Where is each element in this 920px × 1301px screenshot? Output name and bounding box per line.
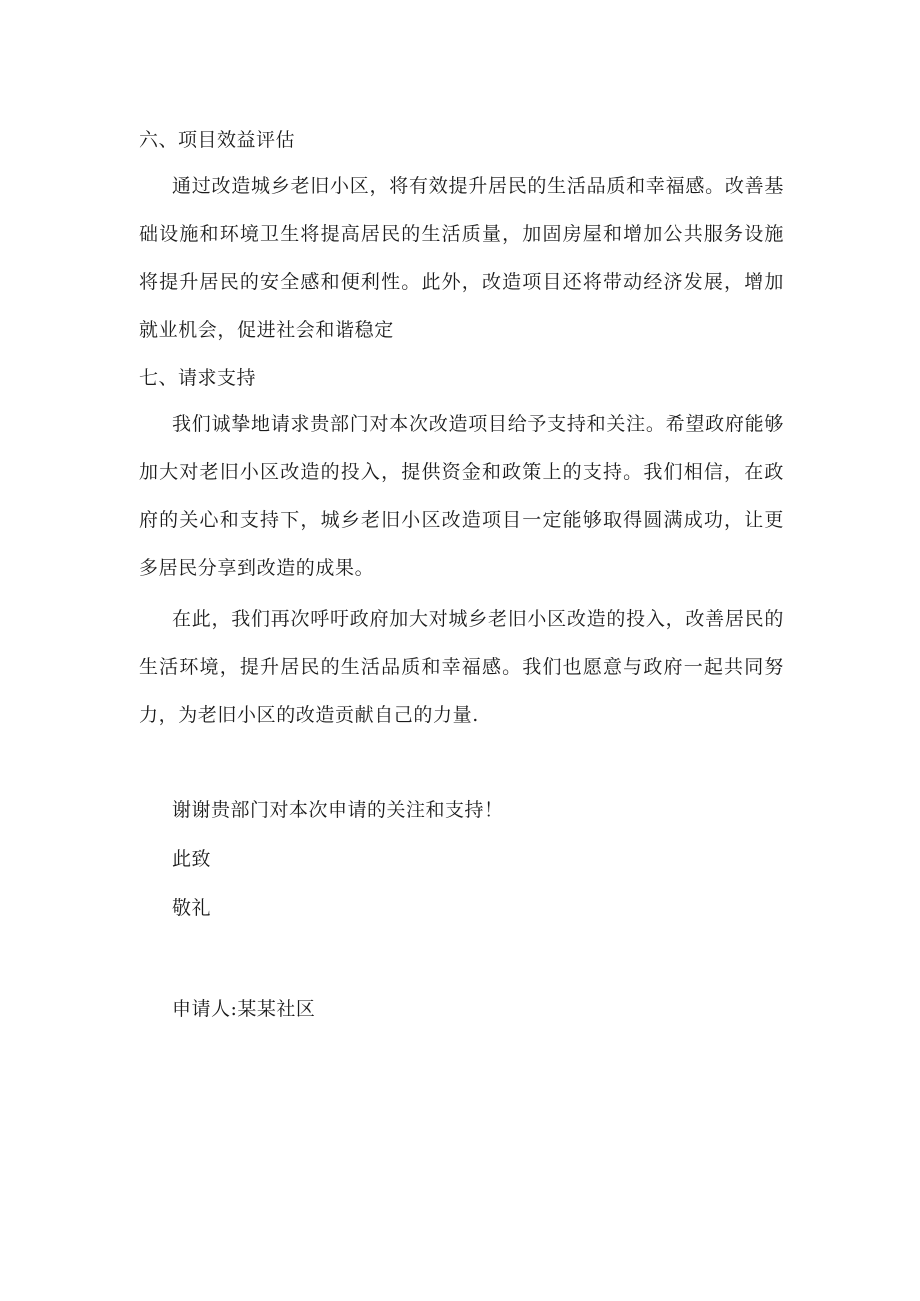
- thanks-line: 谢谢贵部门对本次申请的关注和支持！: [172, 799, 504, 821]
- salutation-line-1: 此致: [172, 848, 212, 870]
- section-7-paragraph-2: 在此，我们再次呼吁政府加大对城乡老旧小区改造的投入，改善居民的生活环境，提升居民的生活品质和幸福感。我们也愿意与政府一起共同努力，为老旧小区的改造贡献自己的力量.: [139, 608, 784, 726]
- applicant-line: 申请人:某某社区: [172, 998, 316, 1020]
- section-6-heading: 六、项目效益评估: [139, 129, 296, 151]
- salutation-line-2: 敬礼: [172, 897, 212, 919]
- section-6-paragraph: 通过改造城乡老旧小区，将有效提升居民的生活品质和幸福感。改善基础设施和环境卫生将提高居民的生活质量，加固房屋和增加公共服务设施将提升居民的安全感和便利性。此外，改造项目还将带动经济发展，增加就业机会，促进社会和谐稳定: [139, 175, 784, 341]
- section-7-heading: 七、请求支持: [139, 367, 257, 389]
- section-7-paragraph-1: 我们诚挚地请求贵部门对本次改造项目给予支持和关注。希望政府能够加大对老旧小区改造的投入，提供资金和政策上的支持。我们相信，在政府的关心和支持下，城乡老旧小区改造项目一定能够取得圆满成功，让更多居民分享到改造的成果。: [139, 413, 784, 579]
